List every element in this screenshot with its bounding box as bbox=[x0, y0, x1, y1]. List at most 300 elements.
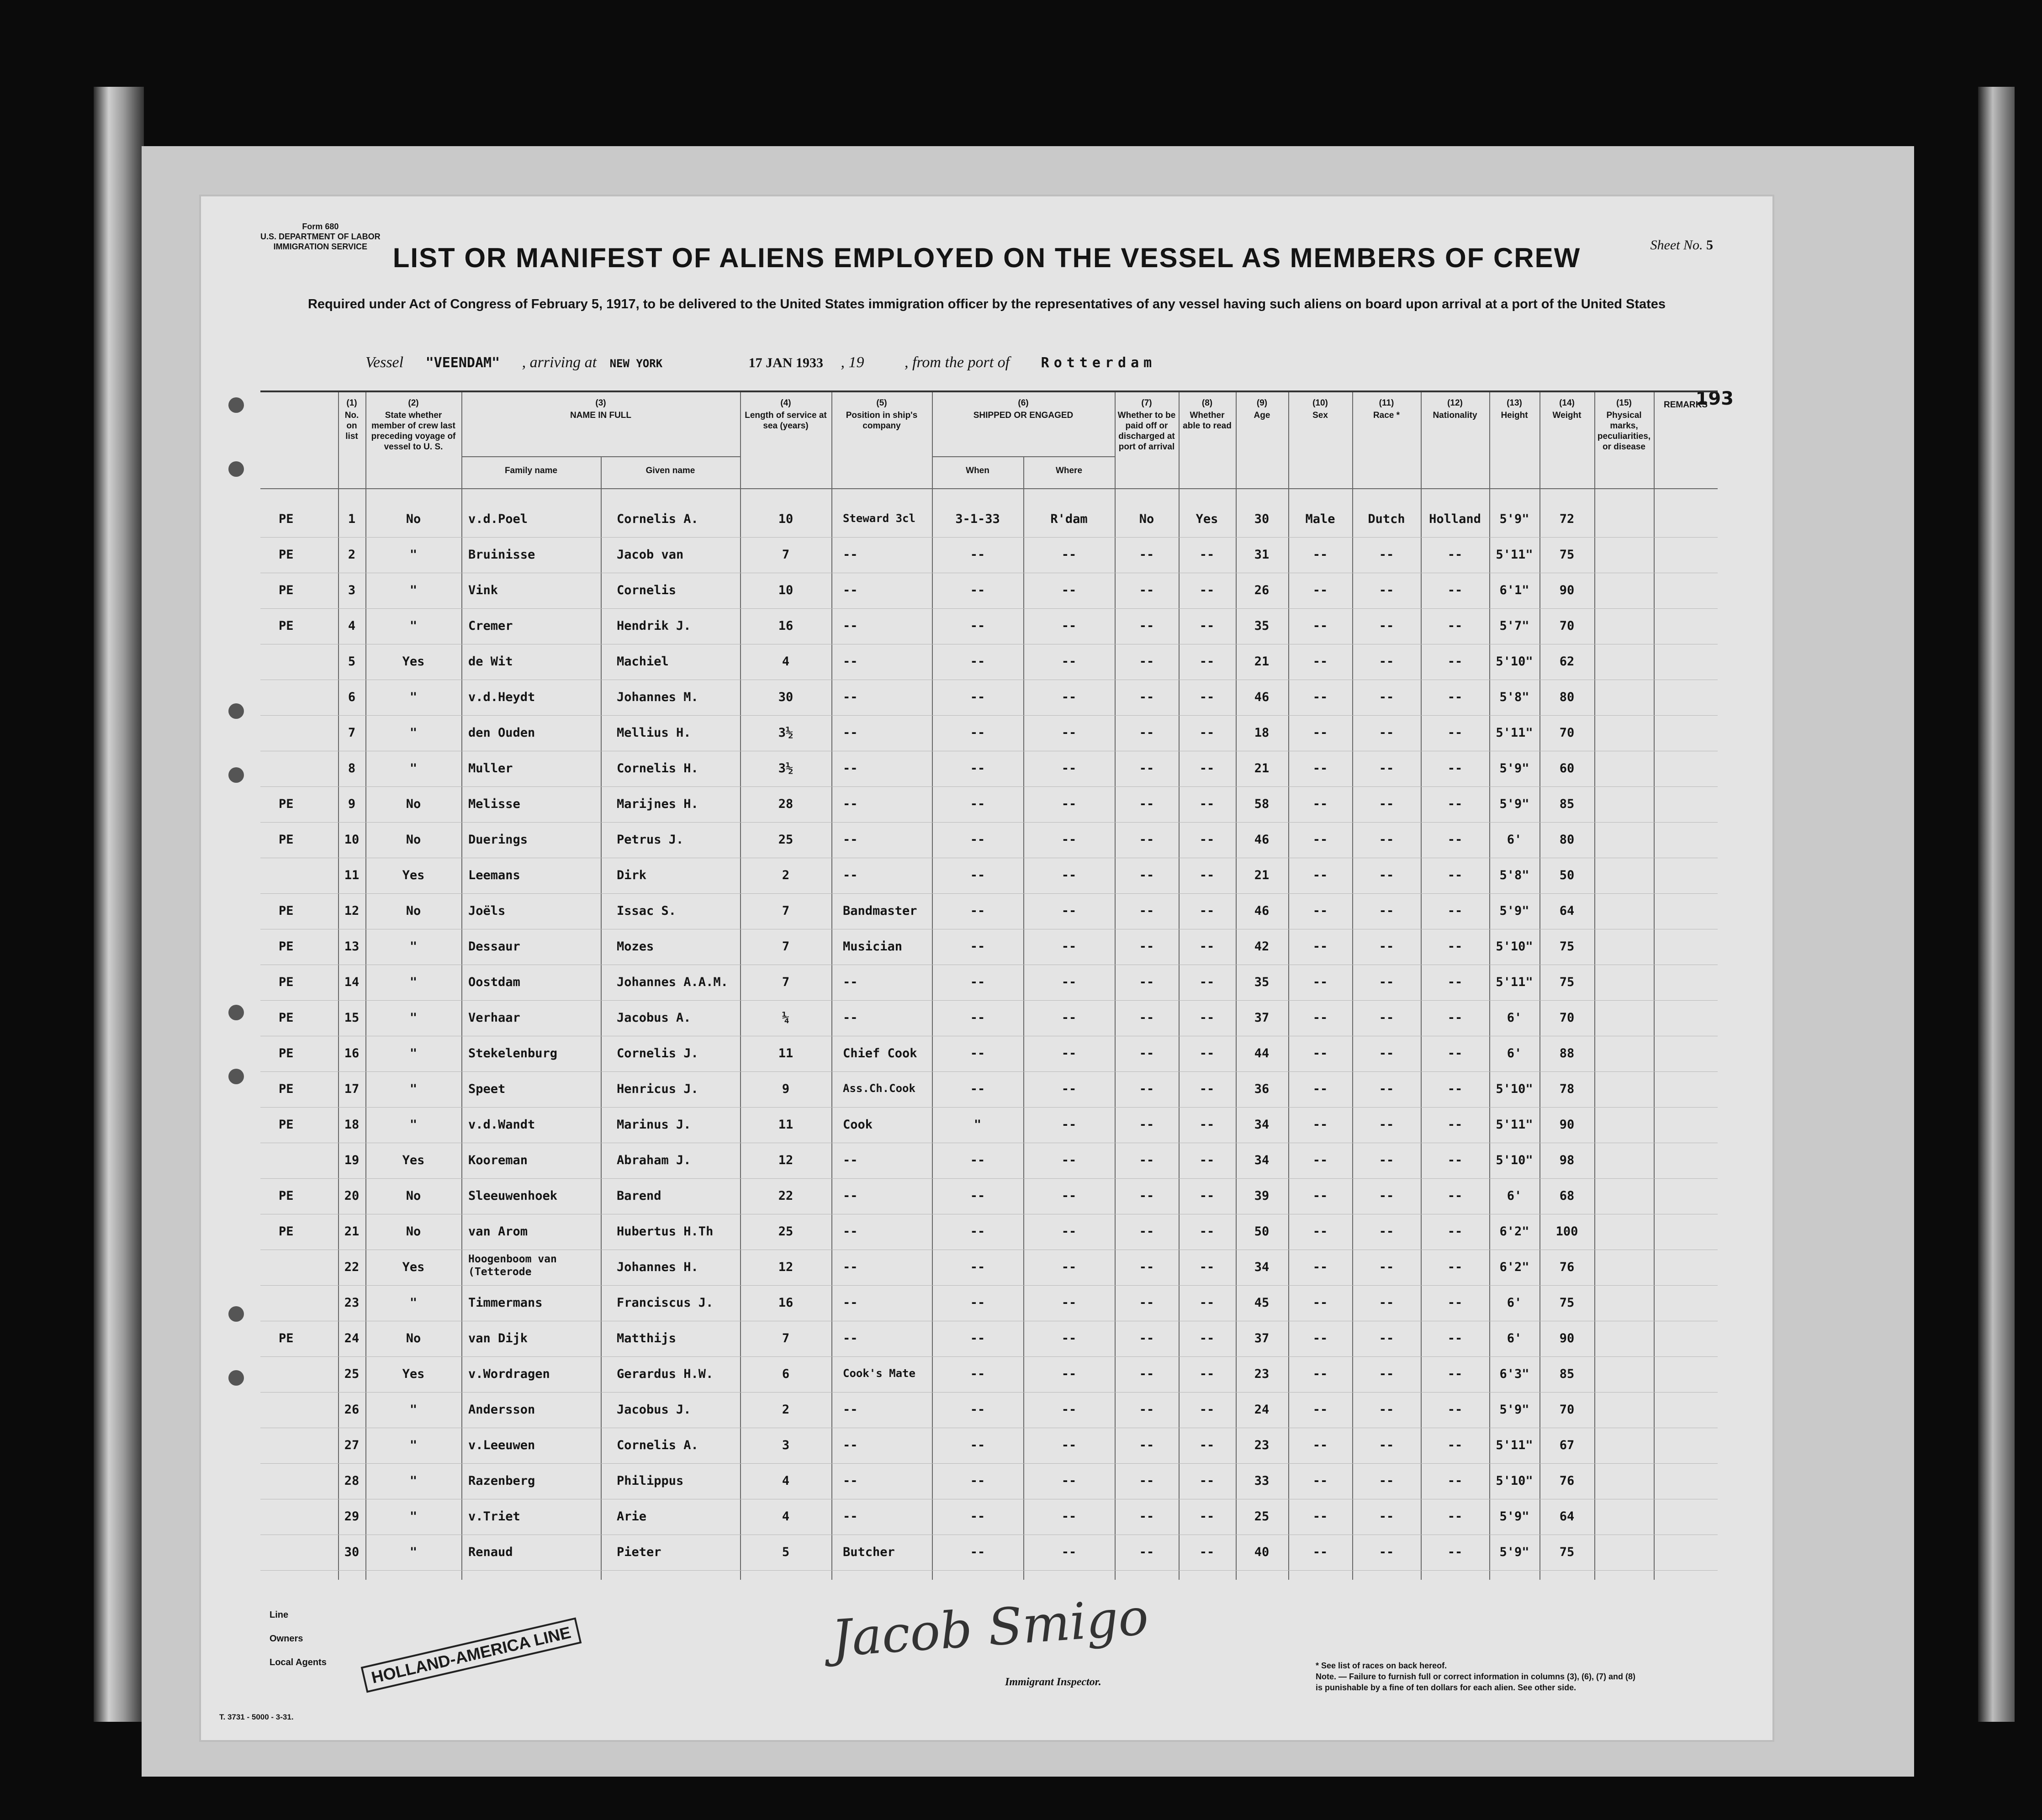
cell-age: 50 bbox=[1254, 1224, 1270, 1239]
vessel-line bbox=[365, 354, 1156, 371]
cell-weight: 70 bbox=[1559, 619, 1575, 633]
manifest-sheet bbox=[201, 196, 1772, 1740]
cell-given: Pieter bbox=[617, 1545, 661, 1559]
cell-read: -- bbox=[1199, 548, 1215, 562]
cell-weight: 78 bbox=[1559, 1082, 1575, 1096]
cell-paid: -- bbox=[1139, 939, 1154, 954]
cell-position: -- bbox=[843, 975, 858, 989]
cell-read: -- bbox=[1199, 1438, 1215, 1452]
table-row bbox=[260, 751, 1718, 787]
cell-race: -- bbox=[1379, 1118, 1394, 1132]
cell-sex: -- bbox=[1312, 868, 1328, 882]
crew-table bbox=[260, 390, 1718, 1580]
cell-service: 7 bbox=[782, 939, 790, 954]
cell-prev: Yes bbox=[402, 654, 425, 669]
cell-no: 9 bbox=[348, 797, 356, 811]
cell-given: Cornelis J. bbox=[617, 1046, 698, 1060]
column-number: (6) bbox=[1018, 398, 1029, 408]
column-label: State whether member of crew last preceding voyage of vessel to U. S. bbox=[371, 411, 456, 452]
cell-age: 35 bbox=[1254, 619, 1270, 633]
cell-given: Henricus J. bbox=[617, 1082, 698, 1096]
cell-family: Melisse bbox=[468, 797, 520, 811]
cell-when: -- bbox=[970, 904, 985, 918]
cell-age: 31 bbox=[1254, 548, 1270, 562]
table-row bbox=[260, 1321, 1718, 1357]
cell-no: 10 bbox=[344, 833, 360, 847]
cell-where: -- bbox=[1061, 1367, 1077, 1381]
cell-given: Machiel bbox=[617, 654, 669, 669]
table-row bbox=[260, 965, 1718, 1001]
column-label: Nationality bbox=[1433, 411, 1477, 420]
column-subheader: Family name bbox=[504, 466, 558, 475]
cell-weight: 76 bbox=[1559, 1474, 1575, 1488]
cell-when: -- bbox=[970, 1509, 985, 1524]
column-number: (12) bbox=[1447, 398, 1463, 408]
cell-prev: " bbox=[409, 690, 418, 704]
cell-when: -- bbox=[970, 1438, 985, 1452]
cell-sex: Male bbox=[1305, 512, 1335, 526]
cell-position: -- bbox=[843, 1331, 858, 1345]
cell-family: Timmermans bbox=[468, 1296, 543, 1310]
cell-no: 5 bbox=[348, 654, 356, 669]
sheet-number-value: 5 bbox=[1706, 237, 1713, 253]
cell-service: 25 bbox=[778, 833, 794, 847]
cell-given: Philippus bbox=[617, 1474, 684, 1488]
cell-height: 5'10" bbox=[1496, 1153, 1533, 1167]
cell-height: 5'9" bbox=[1499, 1509, 1529, 1524]
cell-mark: PE bbox=[279, 548, 294, 562]
column-header bbox=[1594, 398, 1654, 454]
cell-read: -- bbox=[1199, 939, 1215, 954]
cell-nationality: -- bbox=[1447, 904, 1463, 918]
cell-height: 6' bbox=[1507, 833, 1522, 847]
cell-service: 7 bbox=[782, 1331, 790, 1345]
cell-family: Oostdam bbox=[468, 975, 520, 989]
cell-position: -- bbox=[843, 690, 858, 704]
cell-age: 40 bbox=[1254, 1545, 1270, 1559]
cell-height: 5'9" bbox=[1499, 1545, 1529, 1559]
table-row bbox=[260, 1214, 1718, 1250]
cell-sex: -- bbox=[1312, 1367, 1328, 1381]
cell-age: 21 bbox=[1254, 868, 1270, 882]
cell-family: Renaud bbox=[468, 1545, 513, 1559]
cell-sex: -- bbox=[1312, 654, 1328, 669]
cell-age: 34 bbox=[1254, 1118, 1270, 1132]
cell-service: 25 bbox=[778, 1224, 794, 1239]
cell-mark: PE bbox=[279, 904, 294, 918]
cell-service: 2 bbox=[782, 868, 790, 882]
cell-when: 3-1-33 bbox=[955, 512, 1000, 526]
cell-family: Cremer bbox=[468, 619, 513, 633]
cell-weight: 68 bbox=[1559, 1189, 1575, 1203]
cell-given: Gerardus H.W. bbox=[617, 1367, 714, 1381]
column-header bbox=[1288, 398, 1352, 422]
arriving-label: , arriving at bbox=[522, 354, 597, 371]
cell-where: -- bbox=[1061, 1331, 1077, 1345]
cell-nationality: -- bbox=[1447, 1403, 1463, 1417]
cell-where: -- bbox=[1061, 868, 1077, 882]
from-port-label: , from the port of bbox=[905, 354, 1010, 371]
page-number: 193 bbox=[1695, 388, 1734, 409]
cell-family: v.Wordragen bbox=[468, 1367, 550, 1381]
cell-position: -- bbox=[843, 548, 858, 562]
cell-sex: -- bbox=[1312, 690, 1328, 704]
cell-race: -- bbox=[1379, 1403, 1394, 1417]
cell-read: -- bbox=[1199, 1224, 1215, 1239]
cell-sex: -- bbox=[1312, 975, 1328, 989]
cell-when: -- bbox=[970, 761, 985, 775]
cell-no: 3 bbox=[348, 583, 356, 597]
cell-weight: 75 bbox=[1559, 975, 1575, 989]
cell-read: -- bbox=[1199, 975, 1215, 989]
cell-age: 37 bbox=[1254, 1011, 1270, 1025]
cell-height: 5'11" bbox=[1496, 1438, 1533, 1452]
column-subheader: Where bbox=[1055, 466, 1083, 475]
cell-family: Speet bbox=[468, 1082, 506, 1096]
cell-prev: " bbox=[409, 548, 418, 562]
cell-mark: PE bbox=[279, 619, 294, 633]
cell-height: 5'11" bbox=[1496, 975, 1533, 989]
cell-age: 21 bbox=[1254, 761, 1270, 775]
cell-position: Ass.Ch.Cook bbox=[843, 1082, 915, 1095]
column-label: No. on list bbox=[344, 411, 359, 441]
cell-position: -- bbox=[843, 761, 858, 775]
cell-height: 5'11" bbox=[1496, 1118, 1533, 1132]
cell-where: -- bbox=[1061, 1046, 1077, 1060]
print-code: T. 3731 - 5000 - 3-31. bbox=[219, 1713, 294, 1721]
cell-mark: PE bbox=[279, 1082, 294, 1096]
cell-nationality: -- bbox=[1447, 833, 1463, 847]
cell-family: Stekelenburg bbox=[468, 1046, 558, 1060]
cell-prev: " bbox=[409, 1296, 418, 1310]
cell-paid: -- bbox=[1139, 868, 1154, 882]
cell-age: 35 bbox=[1254, 975, 1270, 989]
cell-weight: 67 bbox=[1559, 1438, 1575, 1452]
cell-sex: -- bbox=[1312, 797, 1328, 811]
vessel-label: Vessel bbox=[365, 354, 404, 371]
cell-family: Vink bbox=[468, 583, 498, 597]
cell-read: -- bbox=[1199, 583, 1215, 597]
inspector-signature: Jacob Smigo bbox=[830, 1587, 1150, 1668]
cell-when: -- bbox=[970, 1474, 985, 1488]
cell-race: -- bbox=[1379, 1545, 1394, 1559]
cell-weight: 70 bbox=[1559, 1403, 1575, 1417]
cell-family: Andersson bbox=[468, 1403, 535, 1417]
cell-weight: 75 bbox=[1559, 1296, 1575, 1310]
table-row bbox=[260, 680, 1718, 716]
cell-prev: No bbox=[406, 1189, 421, 1203]
cell-service: 10 bbox=[778, 512, 794, 526]
cell-where: -- bbox=[1061, 833, 1077, 847]
cell-when: -- bbox=[970, 548, 985, 562]
cell-nationality: -- bbox=[1447, 797, 1463, 811]
cell-race: -- bbox=[1379, 904, 1394, 918]
column-header bbox=[1115, 398, 1179, 454]
cell-no: 23 bbox=[344, 1296, 360, 1310]
table-row bbox=[260, 929, 1718, 965]
cell-where: -- bbox=[1061, 1260, 1077, 1274]
cell-read: -- bbox=[1199, 1545, 1215, 1559]
cell-weight: 75 bbox=[1559, 1545, 1575, 1559]
cell-when: -- bbox=[970, 833, 985, 847]
column-label: Age bbox=[1254, 411, 1270, 420]
cell-nationality: Holland bbox=[1429, 512, 1481, 526]
cell-mark: PE bbox=[279, 1011, 294, 1025]
cell-given: Jacob van bbox=[617, 548, 684, 562]
cell-nationality: -- bbox=[1447, 1545, 1463, 1559]
required-statement: Required under Act of Congress of February 5, 1917, to be delivered to the United States immigration officer by the representatives of any vessel having such aliens on board upon arrival at a port of the United States bbox=[307, 297, 1666, 311]
cell-when: -- bbox=[970, 690, 985, 704]
agents-label: Local Agents bbox=[270, 1657, 327, 1667]
cell-read: -- bbox=[1199, 797, 1215, 811]
cell-sex: -- bbox=[1312, 1189, 1328, 1203]
cell-prev: " bbox=[409, 1011, 418, 1025]
cell-race: -- bbox=[1379, 761, 1394, 775]
cell-paid: -- bbox=[1139, 1046, 1154, 1060]
cell-race: -- bbox=[1379, 690, 1394, 704]
column-number: (4) bbox=[780, 398, 791, 408]
cell-read: -- bbox=[1199, 1046, 1215, 1060]
cell-read: -- bbox=[1199, 654, 1215, 669]
line-label: Line bbox=[270, 1610, 289, 1620]
cell-nationality: -- bbox=[1447, 619, 1463, 633]
cell-mark: PE bbox=[279, 1046, 294, 1060]
cell-height: 5'10" bbox=[1496, 939, 1533, 954]
cell-no: 1 bbox=[348, 512, 356, 526]
cell-where: -- bbox=[1061, 797, 1077, 811]
punch-hole bbox=[228, 1370, 244, 1386]
cell-sex: -- bbox=[1312, 1331, 1328, 1345]
cell-when: -- bbox=[970, 583, 985, 597]
cell-sex: -- bbox=[1312, 619, 1328, 633]
punch-hole bbox=[228, 1306, 244, 1322]
cell-no: 24 bbox=[344, 1331, 360, 1345]
cell-read: -- bbox=[1199, 868, 1215, 882]
cell-when: -- bbox=[970, 1367, 985, 1381]
cell-family: de Wit bbox=[468, 654, 513, 669]
cell-service: 11 bbox=[778, 1046, 794, 1060]
table-row bbox=[260, 1286, 1718, 1321]
cell-weight: 70 bbox=[1559, 1011, 1575, 1025]
cell-where: -- bbox=[1061, 1118, 1077, 1132]
cell-mark: PE bbox=[279, 1189, 294, 1203]
column-label: Height bbox=[1501, 411, 1528, 420]
cell-weight: 72 bbox=[1559, 512, 1575, 526]
cell-read: -- bbox=[1199, 1509, 1215, 1524]
cell-position: -- bbox=[843, 1011, 858, 1025]
cell-read: -- bbox=[1199, 904, 1215, 918]
cell-service: 3½ bbox=[778, 761, 794, 775]
cell-service: 7 bbox=[782, 904, 790, 918]
cell-family: v.Leeuwen bbox=[468, 1438, 535, 1452]
column-header bbox=[1421, 398, 1489, 422]
binder-left-edge bbox=[94, 87, 144, 1722]
cell-family: v.d.Poel bbox=[468, 512, 528, 526]
column-header bbox=[831, 398, 932, 433]
cell-paid: -- bbox=[1139, 1011, 1154, 1025]
cell-no: 29 bbox=[344, 1509, 360, 1524]
column-number: (2) bbox=[408, 398, 419, 408]
cell-no: 11 bbox=[344, 868, 360, 882]
cell-where: -- bbox=[1061, 1224, 1077, 1239]
cell-paid: -- bbox=[1139, 761, 1154, 775]
cell-paid: No bbox=[1139, 512, 1154, 526]
cell-given: Johannes H. bbox=[617, 1260, 698, 1274]
cell-nationality: -- bbox=[1447, 1153, 1463, 1167]
cell-position: Musician bbox=[843, 939, 903, 954]
cell-nationality: -- bbox=[1447, 1011, 1463, 1025]
cell-family: Hoogenboom van (Tetterode bbox=[468, 1253, 557, 1278]
cell-no: 12 bbox=[344, 904, 360, 918]
cell-prev: " bbox=[409, 1438, 418, 1452]
column-number: (10) bbox=[1312, 398, 1328, 408]
cell-paid: -- bbox=[1139, 797, 1154, 811]
cell-prev: " bbox=[409, 583, 418, 597]
cell-where: -- bbox=[1061, 619, 1077, 633]
cell-prev: " bbox=[409, 1403, 418, 1417]
column-header bbox=[1539, 398, 1594, 422]
column-subheader: Given name bbox=[645, 466, 695, 475]
cell-no: 17 bbox=[344, 1082, 360, 1096]
column-label: Race * bbox=[1373, 411, 1400, 420]
cell-where: -- bbox=[1061, 1153, 1077, 1167]
cell-prev: " bbox=[409, 761, 418, 775]
cell-sex: -- bbox=[1312, 1474, 1328, 1488]
cell-height: 6'2" bbox=[1499, 1260, 1529, 1274]
cell-sex: -- bbox=[1312, 548, 1328, 562]
cell-mark: PE bbox=[279, 939, 294, 954]
cell-where: -- bbox=[1061, 690, 1077, 704]
cell-where: R'dam bbox=[1050, 512, 1088, 526]
table-row bbox=[260, 538, 1718, 573]
owners-label: Owners bbox=[270, 1634, 303, 1644]
cell-nationality: -- bbox=[1447, 1509, 1463, 1524]
cell-no: 30 bbox=[344, 1545, 360, 1559]
cell-family: Razenberg bbox=[468, 1474, 535, 1488]
cell-when: -- bbox=[970, 1046, 985, 1060]
column-number: (3) bbox=[595, 398, 606, 408]
cell-service: 16 bbox=[778, 619, 794, 633]
cell-when: -- bbox=[970, 797, 985, 811]
cell-when: -- bbox=[970, 619, 985, 633]
cell-nationality: -- bbox=[1447, 1224, 1463, 1239]
punch-hole bbox=[228, 703, 244, 719]
column-header bbox=[740, 398, 831, 433]
cell-service: 3½ bbox=[778, 726, 794, 740]
cell-race: -- bbox=[1379, 797, 1394, 811]
cell-prev: Yes bbox=[402, 868, 425, 882]
cell-sex: -- bbox=[1312, 1224, 1328, 1239]
cell-weight: 88 bbox=[1559, 1046, 1575, 1060]
column-label: Whether to be paid off or discharged at port of arrival bbox=[1117, 411, 1176, 452]
cell-race: -- bbox=[1379, 975, 1394, 989]
cell-when: -- bbox=[970, 1189, 985, 1203]
cell-given: Cornelis A. bbox=[617, 512, 698, 526]
cell-race: -- bbox=[1379, 1331, 1394, 1345]
cell-paid: -- bbox=[1139, 726, 1154, 740]
cell-when: -- bbox=[970, 1403, 985, 1417]
cell-nationality: -- bbox=[1447, 654, 1463, 669]
cell-no: 15 bbox=[344, 1011, 360, 1025]
races-note: * See list of races on back hereof. bbox=[1316, 1661, 1447, 1670]
cell-paid: -- bbox=[1139, 1545, 1154, 1559]
table-row bbox=[260, 1357, 1718, 1393]
cell-height: 6' bbox=[1507, 1046, 1522, 1060]
column-number: (13) bbox=[1507, 398, 1522, 408]
penalty-note: Note. — Failure to furnish full or correct information in columns (3), (6), (7) and (8) bbox=[1316, 1672, 1636, 1681]
cell-where: -- bbox=[1061, 548, 1077, 562]
cell-prev: " bbox=[409, 1082, 418, 1096]
cell-race: -- bbox=[1379, 1046, 1394, 1060]
cell-given: Hubertus H.Th bbox=[617, 1224, 714, 1239]
cell-position: -- bbox=[843, 1296, 858, 1310]
cell-height: 5'10" bbox=[1496, 1474, 1533, 1488]
cell-given: Issac S. bbox=[617, 904, 677, 918]
cell-given: Franciscus J. bbox=[617, 1296, 714, 1310]
column-number: (1) bbox=[346, 398, 357, 408]
cell-prev: No bbox=[406, 833, 421, 847]
cell-height: 5'8" bbox=[1499, 868, 1529, 882]
cell-weight: 80 bbox=[1559, 690, 1575, 704]
punch-hole bbox=[228, 397, 244, 413]
cell-no: 27 bbox=[344, 1438, 360, 1452]
cell-where: -- bbox=[1061, 761, 1077, 775]
cell-position: -- bbox=[843, 583, 858, 597]
cell-given: Johannes A.A.M. bbox=[617, 975, 728, 989]
cell-weight: 62 bbox=[1559, 654, 1575, 669]
cell-height: 6'2" bbox=[1499, 1224, 1529, 1239]
cell-position: -- bbox=[843, 1224, 858, 1239]
cell-when: -- bbox=[970, 726, 985, 740]
cell-age: 25 bbox=[1254, 1509, 1270, 1524]
cell-when: -- bbox=[970, 939, 985, 954]
table-row bbox=[260, 502, 1718, 538]
service-name: IMMIGRATION SERVICE bbox=[273, 242, 368, 251]
table-row bbox=[260, 1179, 1718, 1214]
cell-given: Cornelis H. bbox=[617, 761, 698, 775]
cell-race: -- bbox=[1379, 583, 1394, 597]
cell-paid: -- bbox=[1139, 619, 1154, 633]
cell-read: -- bbox=[1199, 1011, 1215, 1025]
arrival-port: NEW YORK bbox=[609, 357, 663, 370]
cell-race: -- bbox=[1379, 654, 1394, 669]
cell-position: -- bbox=[843, 797, 858, 811]
cell-position: -- bbox=[843, 1474, 858, 1488]
cell-no: 21 bbox=[344, 1224, 360, 1239]
cell-read: -- bbox=[1199, 1118, 1215, 1132]
cell-position: Chief Cook bbox=[843, 1046, 917, 1060]
cell-paid: -- bbox=[1139, 1082, 1154, 1096]
cell-where: -- bbox=[1061, 1082, 1077, 1096]
cell-age: 46 bbox=[1254, 904, 1270, 918]
cell-no: 20 bbox=[344, 1189, 360, 1203]
cell-sex: -- bbox=[1312, 1011, 1328, 1025]
cell-read: -- bbox=[1199, 1296, 1215, 1310]
cell-family: Duerings bbox=[468, 833, 528, 847]
cell-age: 42 bbox=[1254, 939, 1270, 954]
cell-no: 8 bbox=[348, 761, 356, 775]
column-header bbox=[1352, 398, 1421, 422]
cell-position: -- bbox=[843, 654, 858, 669]
cell-no: 22 bbox=[344, 1260, 360, 1274]
cell-where: -- bbox=[1061, 904, 1077, 918]
cell-race: -- bbox=[1379, 1509, 1394, 1524]
cell-given: Jacobus J. bbox=[617, 1403, 691, 1417]
cell-given: Cornelis bbox=[617, 583, 677, 597]
cell-height: 5'10" bbox=[1496, 654, 1533, 669]
cell-age: 46 bbox=[1254, 690, 1270, 704]
table-row bbox=[260, 894, 1718, 929]
